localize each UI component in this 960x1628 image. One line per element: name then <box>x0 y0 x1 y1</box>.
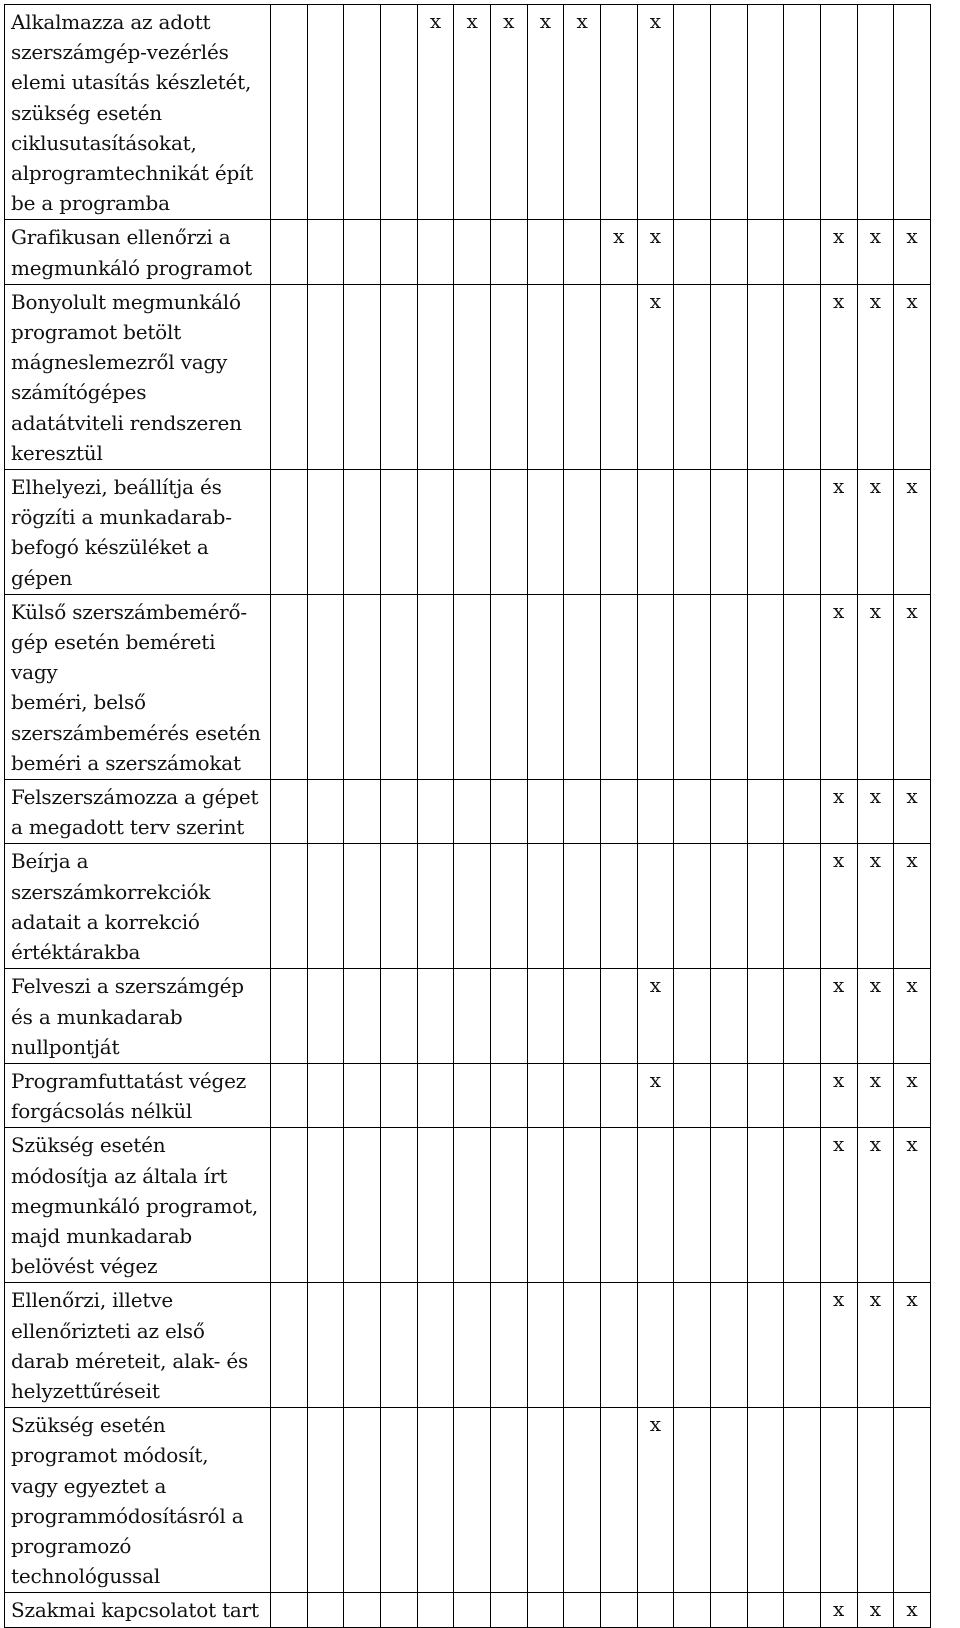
empty-cell <box>417 1283 454 1408</box>
checkmark-cell: x <box>637 1408 674 1593</box>
empty-cell <box>784 844 821 969</box>
empty-cell <box>564 969 601 1064</box>
empty-cell <box>417 220 454 284</box>
empty-cell <box>380 1593 417 1627</box>
empty-cell <box>344 220 381 284</box>
empty-cell <box>490 220 527 284</box>
task-description-cell: Szükség esetén programot módosít, vagy egyeztet a programmódosításról a programozó technológussal <box>5 1408 271 1593</box>
checkmark-cell: x <box>820 844 857 969</box>
empty-cell <box>600 470 637 595</box>
checkmark-cell: x <box>857 780 894 844</box>
empty-cell <box>380 220 417 284</box>
empty-cell <box>380 284 417 469</box>
empty-cell <box>271 5 308 220</box>
task-description-cell: Felszerszámozza a gépet a megadott terv szerint <box>5 780 271 844</box>
empty-cell <box>600 780 637 844</box>
empty-cell <box>271 220 308 284</box>
empty-cell <box>747 284 784 469</box>
empty-cell <box>527 470 564 595</box>
empty-cell <box>417 470 454 595</box>
empty-cell <box>527 220 564 284</box>
empty-cell <box>380 5 417 220</box>
task-description-cell: Felveszi a szerszámgép és a munkadarab nullpontját <box>5 969 271 1064</box>
empty-cell <box>344 470 381 595</box>
task-description-cell: Szakmai kapcsolatot tart <box>5 1593 271 1627</box>
table-row <box>5 844 931 969</box>
empty-cell <box>784 220 821 284</box>
empty-cell <box>784 1128 821 1283</box>
empty-cell <box>784 470 821 595</box>
empty-cell <box>344 1408 381 1593</box>
checkmark-cell: x <box>894 470 931 595</box>
empty-cell <box>527 594 564 779</box>
empty-cell <box>490 844 527 969</box>
empty-cell <box>490 1283 527 1408</box>
empty-cell <box>271 470 308 595</box>
table-row <box>5 470 931 595</box>
empty-cell <box>344 1283 381 1408</box>
empty-cell <box>674 470 711 595</box>
empty-cell <box>307 780 344 844</box>
empty-cell <box>600 1128 637 1283</box>
empty-cell <box>417 1593 454 1627</box>
empty-cell <box>747 780 784 844</box>
checkmark-cell: x <box>894 284 931 469</box>
empty-cell <box>710 1408 747 1593</box>
empty-cell <box>380 1408 417 1593</box>
empty-cell <box>674 1063 711 1127</box>
empty-cell <box>674 1128 711 1283</box>
checkmark-cell: x <box>894 220 931 284</box>
empty-cell <box>271 780 308 844</box>
empty-cell <box>747 5 784 220</box>
checkmark-cell: x <box>857 1283 894 1408</box>
empty-cell <box>857 1408 894 1593</box>
empty-cell <box>307 470 344 595</box>
empty-cell <box>637 780 674 844</box>
empty-cell <box>564 220 601 284</box>
empty-cell <box>564 470 601 595</box>
task-description-cell: Alkalmazza az adott szerszámgép-vezérlés elemi utasítás készletét, szükség esetén ciklusutasításokat, alprogramtechnikát épít be a programba <box>5 5 271 220</box>
empty-cell <box>307 5 344 220</box>
empty-cell <box>454 1283 491 1408</box>
empty-cell <box>344 1063 381 1127</box>
task-matrix-table <box>4 4 931 1628</box>
empty-cell <box>380 470 417 595</box>
empty-cell <box>380 1063 417 1127</box>
checkmark-cell: x <box>820 470 857 595</box>
empty-cell <box>307 969 344 1064</box>
checkmark-cell: x <box>820 594 857 779</box>
empty-cell <box>710 1283 747 1408</box>
empty-cell <box>600 5 637 220</box>
empty-cell <box>564 284 601 469</box>
empty-cell <box>600 844 637 969</box>
empty-cell <box>271 969 308 1064</box>
empty-cell <box>380 1128 417 1283</box>
empty-cell <box>417 780 454 844</box>
empty-cell <box>637 1128 674 1283</box>
checkmark-cell: x <box>894 969 931 1064</box>
empty-cell <box>490 1063 527 1127</box>
checkmark-cell: x <box>857 1128 894 1283</box>
empty-cell <box>710 5 747 220</box>
checkmark-cell: x <box>820 780 857 844</box>
empty-cell <box>454 470 491 595</box>
empty-cell <box>417 1128 454 1283</box>
empty-cell <box>894 5 931 220</box>
empty-cell <box>710 844 747 969</box>
empty-cell <box>674 5 711 220</box>
empty-cell <box>674 220 711 284</box>
empty-cell <box>490 1408 527 1593</box>
empty-cell <box>380 844 417 969</box>
empty-cell <box>380 1283 417 1408</box>
empty-cell <box>710 969 747 1064</box>
empty-cell <box>417 844 454 969</box>
empty-cell <box>710 1593 747 1627</box>
empty-cell <box>490 594 527 779</box>
empty-cell <box>527 1128 564 1283</box>
checkmark-cell: x <box>417 5 454 220</box>
empty-cell <box>784 1408 821 1593</box>
checkmark-cell: x <box>637 969 674 1064</box>
empty-cell <box>637 594 674 779</box>
empty-cell <box>490 1128 527 1283</box>
empty-cell <box>674 1408 711 1593</box>
empty-cell <box>417 284 454 469</box>
empty-cell <box>527 1063 564 1127</box>
empty-cell <box>380 780 417 844</box>
empty-cell <box>674 594 711 779</box>
empty-cell <box>784 284 821 469</box>
empty-cell <box>271 1408 308 1593</box>
empty-cell <box>271 844 308 969</box>
checkmark-cell: x <box>564 5 601 220</box>
empty-cell <box>454 844 491 969</box>
empty-cell <box>380 969 417 1064</box>
empty-cell <box>344 1128 381 1283</box>
empty-cell <box>454 284 491 469</box>
table-row <box>5 594 931 779</box>
empty-cell <box>380 594 417 779</box>
empty-cell <box>307 1283 344 1408</box>
empty-cell <box>710 220 747 284</box>
empty-cell <box>747 470 784 595</box>
checkmark-cell: x <box>857 594 894 779</box>
empty-cell <box>784 780 821 844</box>
empty-cell <box>454 969 491 1064</box>
empty-cell <box>710 1063 747 1127</box>
empty-cell <box>307 1593 344 1627</box>
checkmark-cell: x <box>857 220 894 284</box>
task-description-cell: Beírja a szerszámkorrekciók adatait a korrekció értéktárakba <box>5 844 271 969</box>
empty-cell <box>527 1283 564 1408</box>
empty-cell <box>857 5 894 220</box>
empty-cell <box>527 284 564 469</box>
empty-cell <box>271 284 308 469</box>
empty-cell <box>747 1408 784 1593</box>
checkmark-cell: x <box>820 1283 857 1408</box>
empty-cell <box>710 284 747 469</box>
empty-cell <box>710 780 747 844</box>
empty-cell <box>527 1593 564 1627</box>
checkmark-cell: x <box>857 844 894 969</box>
table-row <box>5 1128 931 1283</box>
empty-cell <box>784 5 821 220</box>
empty-cell <box>527 844 564 969</box>
empty-cell <box>564 1128 601 1283</box>
empty-cell <box>271 1283 308 1408</box>
checkmark-cell: x <box>454 5 491 220</box>
table-row <box>5 1593 931 1627</box>
empty-cell <box>490 1593 527 1627</box>
empty-cell <box>527 969 564 1064</box>
checkmark-cell: x <box>820 1128 857 1283</box>
checkmark-cell: x <box>820 1063 857 1127</box>
checkmark-cell: x <box>894 1063 931 1127</box>
checkmark-cell: x <box>820 1593 857 1627</box>
empty-cell <box>600 969 637 1064</box>
empty-cell <box>784 1283 821 1408</box>
empty-cell <box>307 284 344 469</box>
empty-cell <box>344 594 381 779</box>
empty-cell <box>307 1408 344 1593</box>
task-description-cell: Elhelyezi, beállítja és rögzíti a munkadarab- befogó készüléket a gépen <box>5 470 271 595</box>
empty-cell <box>637 470 674 595</box>
empty-cell <box>490 470 527 595</box>
empty-cell <box>490 780 527 844</box>
empty-cell <box>454 594 491 779</box>
checkmark-cell: x <box>894 594 931 779</box>
checkmark-cell: x <box>894 1593 931 1627</box>
empty-cell <box>637 844 674 969</box>
empty-cell <box>271 1128 308 1283</box>
checkmark-cell: x <box>894 780 931 844</box>
checkmark-cell: x <box>857 969 894 1064</box>
table-row <box>5 1283 931 1408</box>
table-row <box>5 5 931 220</box>
empty-cell <box>674 780 711 844</box>
checkmark-cell: x <box>857 1593 894 1627</box>
empty-cell <box>490 284 527 469</box>
empty-cell <box>784 594 821 779</box>
checkmark-cell: x <box>857 284 894 469</box>
empty-cell <box>747 220 784 284</box>
task-description-cell: Külső szerszámbemérő- gép esetén beméreti vagy beméri, belső szerszámbemérés esetén beméri a szerszámokat <box>5 594 271 779</box>
empty-cell <box>637 1283 674 1408</box>
empty-cell <box>674 844 711 969</box>
checkmark-cell: x <box>894 844 931 969</box>
task-description-cell: Szükség esetén módosítja az általa írt megmunkáló programot, majd munkadarab belövést végez <box>5 1128 271 1283</box>
checkmark-cell: x <box>857 470 894 595</box>
empty-cell <box>271 1593 308 1627</box>
empty-cell <box>674 1283 711 1408</box>
empty-cell <box>747 1128 784 1283</box>
empty-cell <box>454 220 491 284</box>
table-row <box>5 969 931 1064</box>
empty-cell <box>454 1063 491 1127</box>
empty-cell <box>784 1593 821 1627</box>
empty-cell <box>307 220 344 284</box>
table-row <box>5 780 931 844</box>
empty-cell <box>417 594 454 779</box>
empty-cell <box>637 1593 674 1627</box>
table-row <box>5 220 931 284</box>
task-matrix-body <box>5 5 931 1628</box>
empty-cell <box>600 1063 637 1127</box>
empty-cell <box>747 1063 784 1127</box>
empty-cell <box>564 1408 601 1593</box>
empty-cell <box>344 5 381 220</box>
empty-cell <box>454 1128 491 1283</box>
empty-cell <box>454 1408 491 1593</box>
empty-cell <box>820 1408 857 1593</box>
empty-cell <box>747 1593 784 1627</box>
empty-cell <box>344 780 381 844</box>
checkmark-cell: x <box>857 1063 894 1127</box>
empty-cell <box>271 1063 308 1127</box>
empty-cell <box>600 284 637 469</box>
checkmark-cell: x <box>637 5 674 220</box>
empty-cell <box>417 1063 454 1127</box>
checkmark-cell: x <box>820 220 857 284</box>
checkmark-cell: x <box>637 1063 674 1127</box>
empty-cell <box>417 969 454 1064</box>
checkmark-cell: x <box>894 1128 931 1283</box>
checkmark-cell: x <box>894 1283 931 1408</box>
empty-cell <box>307 1128 344 1283</box>
empty-cell <box>490 969 527 1064</box>
table-row <box>5 1408 931 1593</box>
empty-cell <box>271 594 308 779</box>
empty-cell <box>344 844 381 969</box>
empty-cell <box>564 1063 601 1127</box>
checkmark-cell: x <box>820 284 857 469</box>
empty-cell <box>564 780 601 844</box>
checkmark-cell: x <box>820 969 857 1064</box>
empty-cell <box>894 1408 931 1593</box>
empty-cell <box>747 594 784 779</box>
table-row <box>5 284 931 469</box>
task-description-cell: Bonyolult megmunkáló programot betölt mágneslemezről vagy számítógépes adatátviteli rendszeren keresztül <box>5 284 271 469</box>
empty-cell <box>784 1063 821 1127</box>
empty-cell <box>454 1593 491 1627</box>
empty-cell <box>527 780 564 844</box>
empty-cell <box>674 969 711 1064</box>
empty-cell <box>600 1593 637 1627</box>
empty-cell <box>307 1063 344 1127</box>
checkmark-cell: x <box>490 5 527 220</box>
empty-cell <box>674 284 711 469</box>
empty-cell <box>600 1408 637 1593</box>
empty-cell <box>454 780 491 844</box>
empty-cell <box>344 969 381 1064</box>
empty-cell <box>747 1283 784 1408</box>
empty-cell <box>564 844 601 969</box>
empty-cell <box>747 969 784 1064</box>
checkmark-cell: x <box>637 284 674 469</box>
empty-cell <box>710 470 747 595</box>
checkmark-cell: x <box>527 5 564 220</box>
empty-cell <box>820 5 857 220</box>
empty-cell <box>564 1283 601 1408</box>
empty-cell <box>307 594 344 779</box>
empty-cell <box>600 594 637 779</box>
empty-cell <box>417 1408 454 1593</box>
empty-cell <box>307 844 344 969</box>
empty-cell <box>747 844 784 969</box>
empty-cell <box>674 1593 711 1627</box>
task-description-cell: Ellenőrzi, illetve ellenőrizteti az első darab méreteit, alak- és helyzettűréseit <box>5 1283 271 1408</box>
empty-cell <box>564 1593 601 1627</box>
empty-cell <box>564 594 601 779</box>
empty-cell <box>784 969 821 1064</box>
empty-cell <box>527 1408 564 1593</box>
checkmark-cell: x <box>637 220 674 284</box>
empty-cell <box>344 284 381 469</box>
empty-cell <box>710 1128 747 1283</box>
table-row <box>5 1063 931 1127</box>
empty-cell <box>600 1283 637 1408</box>
checkmark-cell: x <box>600 220 637 284</box>
empty-cell <box>710 594 747 779</box>
task-description-cell: Grafikusan ellenőrzi a megmunkáló programot <box>5 220 271 284</box>
empty-cell <box>344 1593 381 1627</box>
task-description-cell: Programfuttatást végez forgácsolás nélkül <box>5 1063 271 1127</box>
